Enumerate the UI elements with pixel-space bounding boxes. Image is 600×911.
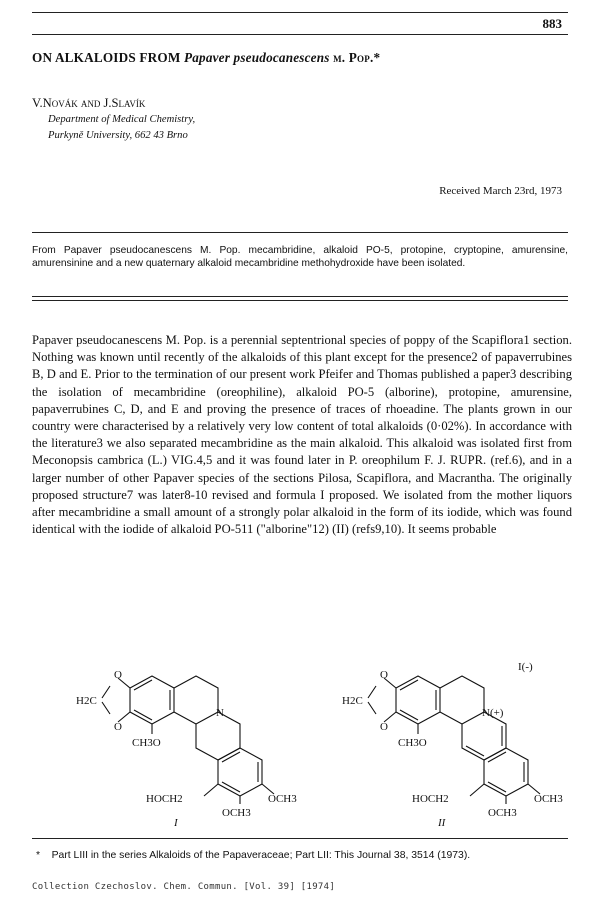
journal-footer: Collection Czechoslov. Chem. Commun. [Vol. 39] [1974] — [32, 882, 336, 892]
structure-label-I: I — [174, 817, 178, 829]
structure-I — [70, 650, 300, 830]
authors: V.Novák and J.Slavík — [32, 96, 146, 110]
title-lead: ON ALKALOIDS FROM — [32, 50, 184, 65]
atom-N-plus: N(+) — [482, 707, 504, 719]
footnote-text: Part LIII in the series Alkaloids of the Papaveraceae; Part LII: This Journal 38, 3514 (1973). — [51, 850, 471, 861]
atom-OCH3-bottom: OCH3 — [488, 807, 517, 819]
structure-II — [336, 650, 576, 830]
atom-HOCH2: HOCH2 — [146, 793, 183, 805]
atom-OCH3-right: OCH3 — [534, 793, 563, 805]
affiliation-department: Department of Medical Chemistry, — [48, 114, 196, 125]
structure-label-II: II — [438, 817, 446, 829]
title-species: Papaver pseudocanescens — [183, 50, 330, 65]
title-authority: m. Pop.* — [329, 50, 381, 65]
atom-O-bottom: O — [380, 721, 388, 733]
footnote-mark: * — [36, 850, 41, 861]
header-rule — [32, 34, 568, 35]
abstract-bottom-rule — [32, 296, 568, 297]
page-number: 883 — [542, 16, 562, 31]
received-date: Received March 23rd, 1973 — [439, 185, 562, 197]
paper-title — [32, 50, 380, 66]
body-text: Papaver pseudocanescens M. Pop. is a perennial septentrional species of poppy of the Scapiflora1 section. Nothing was known until recently of the alkaloids of this plant except for the presence2 of papaverrubines B, D and E. Prior to the termination of our present work Pfeifer and Thomas published a paper3 describing the isolation of mecambridine (oreophiline), alkaloid PO-5 (alborine), protopine, amurensine, papaverrubines C, D, and E and proving the presence of traces of rhoeadine. The plants grown in our country were characterised by a relatively very low content of total alkaloids (0·02%). In accordance with the literature3 we also separated mecambridine as the main alkaloid. This alkaloid was isolated first from Meconopsis cambrica (L.) VIG.4,5 and it was found later in P. oreophilum F. J. RUPR. (ref.6), and in a larger number of other Papaver species of the sections Pilosa, Scapiflora, and Macrantha. The originally proposed structure7 was later8-10 revised and formula I proposed. We isolated from the mother liquors after mecambridine a small amount of a strongly polar alkaloid in the form of its iodide, which was found identical with the iodide of alkaloid PO-511 ("alborine"12) (II) (refs9,10). It seems probable — [32, 333, 572, 537]
abstract-top-rule — [32, 232, 568, 233]
atom-OCH3-bottom: OCH3 — [222, 807, 251, 819]
atom-N: N — [216, 707, 224, 719]
atom-iodide: I(-) — [518, 661, 533, 673]
atom-O-bottom: O — [114, 721, 122, 733]
atom-H2C: H2C — [342, 695, 363, 707]
affiliation-university: Purkyně University, 662 43 Brno — [48, 130, 188, 141]
top-rule — [32, 12, 568, 13]
atom-CH3O: CH3O — [398, 737, 427, 749]
footnote-rule — [32, 838, 568, 839]
atom-OCH3-right: OCH3 — [268, 793, 297, 805]
atom-O-top: O — [114, 669, 122, 681]
footnote — [36, 850, 470, 861]
atom-H2C: H2C — [76, 695, 97, 707]
atom-CH3O: CH3O — [132, 737, 161, 749]
atom-O-top: O — [380, 669, 388, 681]
atom-HOCH2: HOCH2 — [412, 793, 449, 805]
abstract-bottom-rule-2 — [32, 300, 568, 301]
abstract: From Papaver pseudocanescens M. Pop. mecambridine, alkaloid PO-5, protopine, cryptopine, amurensine, amurensinine and a new quaternary alkaloid mecambridine methohydroxide have been isolated. — [32, 245, 568, 270]
